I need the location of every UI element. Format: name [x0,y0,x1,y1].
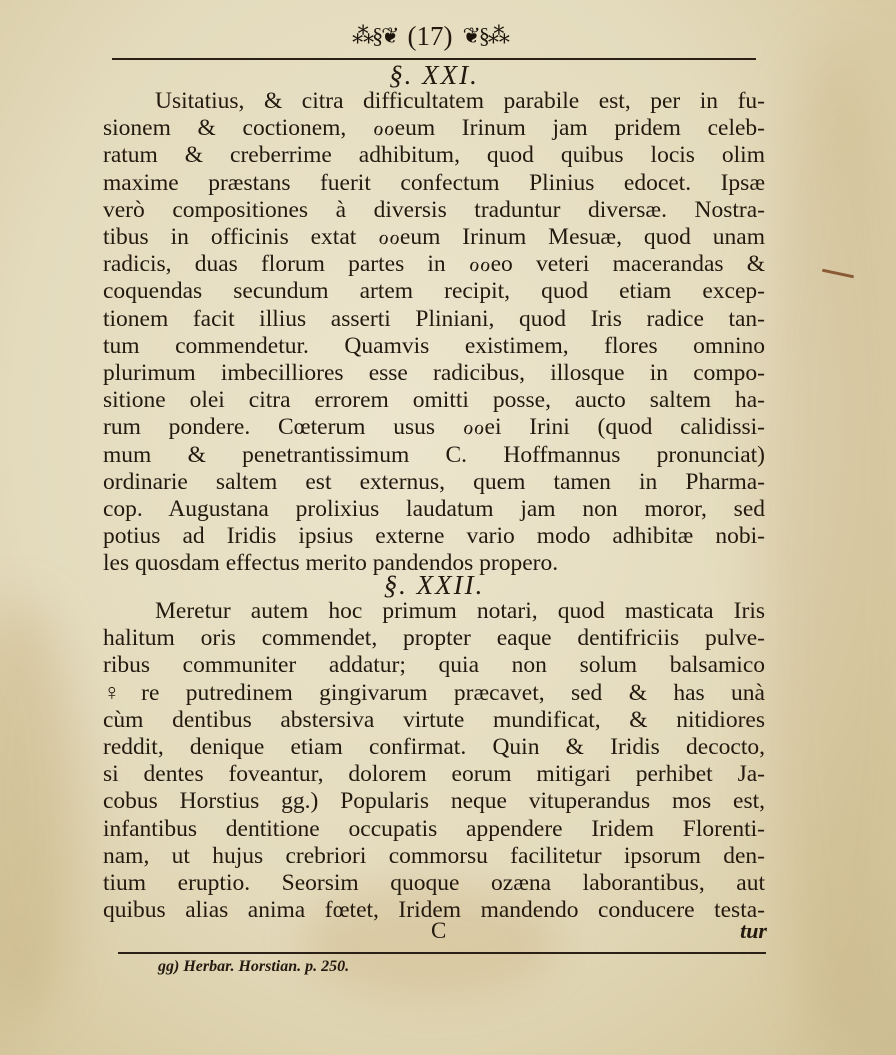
text-line: sionem & coctionem, ℴℴeum Irinum jam pridem celeb- [103,115,765,142]
text-line: si dentes foveantur, dolorem eorum mitigari perhibet Ja- [103,761,765,788]
text-line: cop. Augustana prolixius laudatum jam non moror, sed [103,496,765,523]
page-foot [103,918,767,946]
page-header [300,18,560,54]
text-line: les quosdam effectus merito pandendos propero. [103,550,559,577]
footnote-rule [118,952,766,954]
text-line: radicis, duas florum partes in ℴℴeo veteri macerandas & [103,251,765,278]
text-line: coquendas secundum artem recipit, quod etiam excep- [103,278,765,305]
ornament-right-icon: ❦§⁂ [462,23,508,48]
text-line: ordinarie saltem est externus, quem tamen in Pharma- [103,468,765,495]
ornament-left-icon: ⁂§❦ [352,23,398,48]
signature-mark: C [431,918,447,943]
text-line: rum pondere. Cœterum usus ℴℴei Irini (quod calidissi- [103,414,765,441]
text-line: infantibus dentitione occupatis appendere Iridem Florenti- [103,815,765,842]
catchword: tur [740,918,767,943]
text-line: sitione olei citra errorem omitti posse, aucto saltem ha- [103,387,765,414]
paper-stain [0,600,80,1020]
text-line: quibus alias anima fœtet, Iridem mandendo conducere testa- [103,897,765,924]
text-line: mum & penetrantissimum C. Hoffmannus pronunciat) [103,441,765,468]
text-line: reddit, denique etiam confirmat. Quin & Iridis decocto, [103,734,765,761]
text-line: ribus communiter addatur; quia non solum balsamico [103,652,765,679]
text-line: plurimum imbecilliores esse radicibus, illosque in compo- [103,360,765,387]
page-number: (17) [407,20,453,51]
text-line: ♀re putredinem gingivarum præcavet, sed & has unà [103,679,765,706]
text-line: tibus in officinis extat ℴℴeum Irinum Mesuæ, quod unam [103,224,765,251]
text-line: Usitatius, & citra difficultatem parabile est, per in fu- [155,88,765,114]
text-line: tium eruptio. Seorsim quoque ozæna laborantibus, aut [103,870,765,897]
text-line: Meretur autem hoc primum notari, quod masticata Iris [155,598,765,624]
section-21 [103,62,765,578]
footnote: gg) Herbar. Horstian. p. 250. [158,958,350,975]
section-heading: §. XXI. [389,60,479,90]
ink-mark [822,269,854,279]
text-line: ratum & creberrime adhibitum, quod quibus locis olim [103,142,765,169]
section-22 [103,572,765,924]
text-line: verò compositiones à diversis traduntur diversæ. Nostra- [103,196,765,223]
paper-stain [760,40,896,1040]
text-line: cùm dentibus abstersiva virtute mundificat, & nitidiores [103,706,765,733]
text-line: maxime præstans fuerit confectum Plinius edocet. Ipsæ [103,169,765,196]
text-line: tum commendetur. Quamvis existimem, flores omnino [103,332,765,359]
section-heading: §. XXII. [383,570,485,600]
text-line: potius ad Iridis ipsius externe vario modo adhibitæ nobi- [103,523,765,550]
text-line: nam, ut hujus crebriori commorsu facilitetur ipsorum den- [103,842,765,869]
text-line: halitum oris commendet, propter eaque dentifriciis pulve- [103,625,765,652]
text-line: cobus Horstius gg.) Popularis neque vituperandus mos est, [103,788,765,815]
text-line: tionem facit illius asserti Pliniani, quod Iris radice tan- [103,305,765,332]
